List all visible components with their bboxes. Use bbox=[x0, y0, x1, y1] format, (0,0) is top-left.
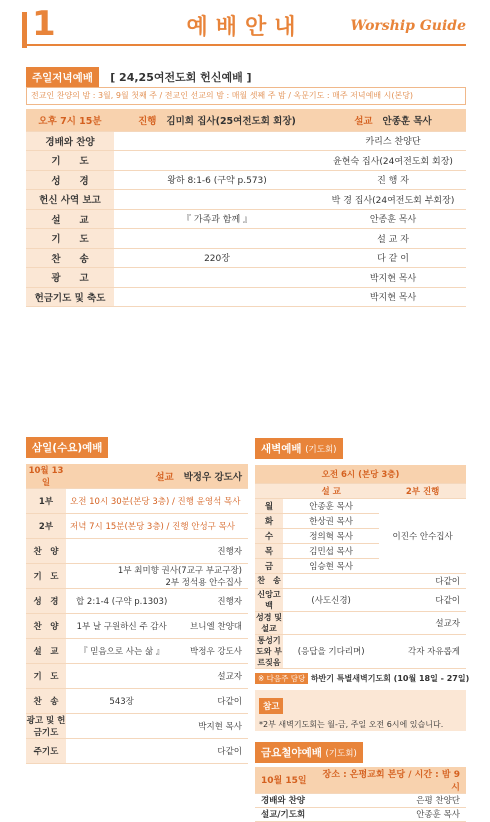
wednesday-order-row bbox=[26, 514, 248, 539]
wednesday-row-label: 찬 송 bbox=[26, 689, 66, 714]
wednesday-sermon bbox=[66, 464, 248, 489]
dawn-day-row bbox=[255, 498, 466, 513]
dawn-section bbox=[255, 437, 470, 822]
friday-section bbox=[255, 741, 466, 822]
wednesday-row-person: 박지현 목사 bbox=[177, 714, 248, 739]
friday-label-text: 금요철야예배 bbox=[261, 746, 322, 759]
sunday-order-row bbox=[26, 248, 466, 268]
sunday-row-content: 220장 bbox=[114, 248, 320, 268]
sunday-row-label: 헌금기도 및 축도 bbox=[26, 287, 114, 307]
sunday-row-label: 광 고 bbox=[26, 268, 114, 288]
wednesday-date: 10월 13일 bbox=[26, 464, 66, 489]
dawn-col-sermon: 설 교 bbox=[283, 483, 379, 498]
sunday-order-row bbox=[26, 287, 466, 307]
wednesday-row-content: 저녁 7시 15분(본당 3층) / 진행 안성구 목사 bbox=[66, 514, 248, 539]
wednesday-order-row bbox=[26, 589, 248, 614]
wednesday-order-row bbox=[26, 739, 248, 764]
dawn-subheader-row bbox=[255, 483, 466, 498]
wednesday-row-content bbox=[66, 539, 177, 564]
wednesday-row-content: 543장 bbox=[66, 689, 177, 714]
reference-text: *2부 새벽기도회는 월-금, 주일 오전 6시에 있습니다. bbox=[259, 719, 444, 729]
sunday-row-person: 박지현 목사 bbox=[320, 268, 466, 288]
sunday-row-label: 성 경 bbox=[26, 170, 114, 190]
dawn-day: 월 bbox=[255, 498, 283, 513]
wednesday-order-row bbox=[26, 614, 248, 639]
wednesday-row-label: 기 도 bbox=[26, 564, 66, 589]
sunday-sermon-label: 설교 bbox=[354, 115, 373, 127]
friday-row-person: 안종훈 목사 bbox=[317, 807, 466, 821]
sunday-row-label: 찬 송 bbox=[26, 248, 114, 268]
sunday-row-person: 진 행 자 bbox=[320, 170, 466, 190]
wednesday-section bbox=[26, 437, 248, 764]
sunday-order-row bbox=[26, 268, 466, 288]
sunday-notice: 전교인 찬양의 밤 : 3월, 9월 첫째 주 / 전교인 선교의 밤 : 매월 셋째 주 밤 / 옥문기도 : 매주 저녁예배 시(본당) bbox=[26, 87, 466, 105]
sunday-lead bbox=[114, 109, 320, 131]
dawn-order-label: 신앙고백 bbox=[255, 588, 283, 611]
sunday-order-row bbox=[26, 131, 466, 151]
wednesday-row-person: 설교자 bbox=[177, 664, 248, 689]
dawn-order-person: 다같이 bbox=[379, 573, 466, 588]
dawn-lead-person: 이진수 안수집사 bbox=[379, 498, 466, 573]
page-title: 예배안내 bbox=[186, 15, 304, 40]
wednesday-row-label: 찬 양 bbox=[26, 614, 66, 639]
dawn-order-person: 설교자 bbox=[379, 611, 466, 634]
dawn-order-label: 찬 송 bbox=[255, 573, 283, 588]
sunday-row-content: 왕하 8:1-6 (구약 p.573) bbox=[114, 170, 320, 190]
friday-date: 10월 15일 bbox=[255, 767, 317, 794]
dawn-day: 화 bbox=[255, 513, 283, 528]
wednesday-order-row bbox=[26, 489, 248, 514]
sunday-row-label: 기 도 bbox=[26, 229, 114, 249]
wednesday-row-person: 진행자 bbox=[177, 589, 248, 614]
sunday-lead-label: 진행 bbox=[138, 115, 157, 127]
dawn-next-week-note bbox=[255, 673, 470, 684]
dawn-label-small: (기도회) bbox=[305, 445, 337, 455]
sunday-row-person: 다 같 이 bbox=[320, 248, 466, 268]
header-rule bbox=[26, 44, 466, 46]
wednesday-row-content: 합 2:1-4 (구약 p.1303) bbox=[66, 589, 177, 614]
wednesday-row-label: 설 교 bbox=[26, 639, 66, 664]
dawn-day: 수 bbox=[255, 528, 283, 543]
wednesday-row-label: 성 경 bbox=[26, 589, 66, 614]
sunday-row-person: 윤현숙 집사(24여전도회 회장) bbox=[320, 151, 466, 171]
wednesday-header-row bbox=[26, 464, 248, 489]
dawn-time-row bbox=[255, 465, 466, 483]
friday-row-label: 설교/기도회 bbox=[255, 807, 317, 821]
friday-row-label: 경배와 찬양 bbox=[255, 793, 317, 807]
wednesday-order-row bbox=[26, 664, 248, 689]
wednesday-label: 삼일(수요)예배 bbox=[26, 437, 108, 458]
friday-table bbox=[255, 767, 466, 822]
wednesday-order-row bbox=[26, 714, 248, 739]
dawn-col-lead: 2부 진행 bbox=[379, 483, 466, 498]
sunday-row-person: 카리스 찬양단 bbox=[320, 131, 466, 151]
dawn-preacher: 한상권 목사 bbox=[283, 513, 379, 528]
reference-tag: 참고 bbox=[259, 698, 283, 714]
sunday-title-row bbox=[26, 67, 252, 88]
dawn-order-mid: (사도신경) bbox=[283, 588, 379, 611]
sunday-row-content: 『 가족과 함께 』 bbox=[114, 209, 320, 229]
wednesday-row-content bbox=[66, 739, 177, 764]
wednesday-sermon-label: 설교 bbox=[155, 472, 174, 483]
wednesday-row-person: 박정우 강도사 bbox=[177, 639, 248, 664]
dawn-order-row bbox=[255, 573, 466, 588]
dawn-order-mid bbox=[283, 611, 379, 634]
sunday-row-person: 설 교 자 bbox=[320, 229, 466, 249]
sunday-row-content bbox=[114, 131, 320, 151]
sunday-row-person: 안종훈 목사 bbox=[320, 209, 466, 229]
wednesday-prayer-line: 2부 정석용 안수집사 bbox=[165, 578, 242, 588]
wednesday-row-label: 광고 및 헌금기도 bbox=[26, 714, 66, 739]
dawn-order-person: 각자 자유롭게 bbox=[379, 634, 466, 668]
sunday-event-title: [ 24,25여전도회 헌신예배 ] bbox=[110, 71, 252, 84]
wednesday-row-content: 오전 10시 30분(본당 3층) / 진행 윤영석 목사 bbox=[66, 489, 248, 514]
sunday-lead-name: 김미희 집사(25여전도회 회장) bbox=[166, 115, 296, 127]
friday-place: 장소 : 온평교회 본당 / 시간 : 밤 9시 bbox=[317, 767, 466, 794]
dawn-day: 목 bbox=[255, 543, 283, 558]
friday-label-small: (기도회) bbox=[325, 748, 357, 759]
wednesday-sermon-name: 박정우 강도사 bbox=[183, 472, 242, 483]
sunday-order-row bbox=[26, 151, 466, 171]
sunday-row-label: 설 교 bbox=[26, 209, 114, 229]
sunday-row-content bbox=[114, 268, 320, 288]
sunday-order-row bbox=[26, 229, 466, 249]
wednesday-row-person: 진행자 bbox=[177, 539, 248, 564]
wednesday-row-content: 1부 날 구원하신 주 감사 bbox=[66, 614, 177, 639]
sunday-row-label: 경배와 찬양 bbox=[26, 131, 114, 151]
wednesday-order-table bbox=[26, 464, 248, 764]
wednesday-row-label: 기 도 bbox=[26, 664, 66, 689]
dawn-label bbox=[255, 438, 343, 459]
sunday-row-label: 헌신 사역 보고 bbox=[26, 190, 114, 210]
wednesday-row-person: 다같이 bbox=[177, 689, 248, 714]
wednesday-row-person: 다같이 bbox=[177, 739, 248, 764]
dawn-order-person: 다같이 bbox=[379, 588, 466, 611]
sunday-row-label: 기 도 bbox=[26, 151, 114, 171]
sunday-sermon-name: 안종훈 목사 bbox=[382, 115, 432, 127]
dawn-time: 오전 6시 (본당 3층) bbox=[255, 465, 466, 483]
dawn-order-row bbox=[255, 634, 466, 668]
wednesday-row-content bbox=[66, 664, 177, 689]
dawn-preacher: 정의혁 목사 bbox=[283, 528, 379, 543]
page-subtitle: Worship Guide bbox=[350, 18, 466, 34]
wednesday-row-label: 찬 양 bbox=[26, 539, 66, 564]
dawn-note-tag: ※ 다음주 담당 bbox=[255, 673, 308, 684]
dawn-table bbox=[255, 465, 466, 669]
wednesday-row-label: 2부 bbox=[26, 514, 66, 539]
friday-label bbox=[255, 742, 363, 763]
sunday-row-content bbox=[114, 229, 320, 249]
friday-row bbox=[255, 807, 466, 821]
sunday-order-row bbox=[26, 170, 466, 190]
wednesday-row-person: 브니엘 찬양대 bbox=[177, 614, 248, 639]
dawn-preacher: 김민섭 목사 bbox=[283, 543, 379, 558]
wednesday-row-content bbox=[66, 714, 177, 739]
wednesday-order-row bbox=[26, 689, 248, 714]
dawn-order-row bbox=[255, 611, 466, 634]
dawn-blank-cell bbox=[255, 483, 283, 498]
dawn-order-row bbox=[255, 588, 466, 611]
dawn-order-mid bbox=[283, 573, 379, 588]
sunday-row-content bbox=[114, 151, 320, 171]
dawn-order-label: 통성기도와 부르짖음 bbox=[256, 635, 282, 667]
dawn-preacher: 임승현 목사 bbox=[283, 558, 379, 573]
wednesday-order-row bbox=[26, 564, 248, 589]
dawn-day: 금 bbox=[255, 558, 283, 573]
sunday-order-table bbox=[26, 109, 466, 307]
sunday-row-person: 박지현 목사 bbox=[320, 287, 466, 307]
sunday-header-row bbox=[26, 109, 466, 131]
wednesday-row-label: 1부 bbox=[26, 489, 66, 514]
dawn-preacher: 안종훈 목사 bbox=[283, 498, 379, 513]
wednesday-row-label: 주기도 bbox=[26, 739, 66, 764]
sunday-order-row bbox=[26, 209, 466, 229]
dawn-order-mid: (응답을 기다리며) bbox=[283, 634, 379, 668]
wednesday-row-content: 『 믿음으로 사는 삶 』 bbox=[66, 639, 177, 664]
reference-box bbox=[255, 690, 466, 731]
sunday-row-content bbox=[114, 190, 320, 210]
sunday-order-row bbox=[26, 190, 466, 210]
dawn-order-label: 성경 및 설교 bbox=[256, 612, 282, 633]
wednesday-prayer-line: 1부 최미향 권사(7교구 부교구장) bbox=[117, 566, 242, 576]
sunday-sermon bbox=[320, 109, 466, 131]
sunday-row-person: 박 경 집사(24여전도회 부회장) bbox=[320, 190, 466, 210]
dawn-label-text: 새벽예배 bbox=[261, 443, 302, 455]
sunday-time: 오후 7시 15분 bbox=[26, 109, 114, 131]
page-number: 1 bbox=[32, 4, 56, 44]
sunday-label: 주일저녁예배 bbox=[26, 67, 99, 88]
friday-row bbox=[255, 793, 466, 807]
wednesday-row-content bbox=[66, 564, 248, 589]
wednesday-order-row bbox=[26, 539, 248, 564]
friday-row-person: 은평 찬양단 bbox=[317, 793, 466, 807]
wednesday-order-row bbox=[26, 639, 248, 664]
dawn-note-text: 하반기 특별새벽기도회 (10월 18일 - 27일) bbox=[310, 673, 470, 683]
friday-header-row bbox=[255, 767, 466, 794]
sunday-row-content bbox=[114, 287, 320, 307]
